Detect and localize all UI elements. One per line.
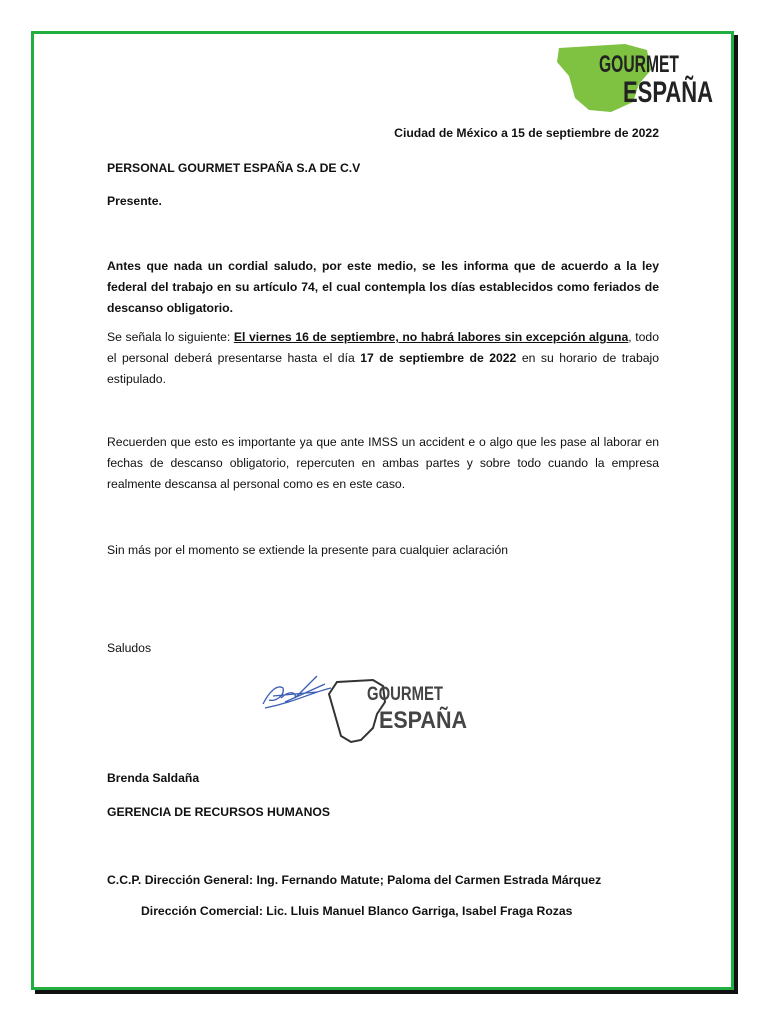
gourmet-espana-logo — [555, 40, 746, 118]
logo-line1: GOURMET — [599, 51, 680, 78]
salutation-presente: Presente. — [107, 194, 162, 208]
notice-rest-a: , todo el personal deberá presentarse hasta el día — [107, 330, 659, 365]
notice-highlight: El viernes 16 de septiembre, no habrá labores sin excepción alguna — [233, 330, 629, 344]
paragraph-intro-text: Antes que nada un cordial saludo, por este medio, se les informa que de acuerdo a la ley federal del trabajo en su artículo 74, el cual contempla los días establecidos como feriados de descanso obligatorio. — [107, 259, 659, 315]
logo-line2: ESPAÑA — [623, 76, 746, 109]
notice-bold-date: 17 de septiembre de 2022 — [360, 351, 517, 365]
signature-and-stamp — [255, 662, 478, 746]
stamp-line2: ESPAÑA — [379, 707, 478, 734]
notice-intro: Se señala lo siguiente: — [107, 330, 234, 344]
closing-line: Sin más por el momento se extiende la presente para cualquier aclaración — [107, 543, 509, 557]
saludos: Saludos — [107, 641, 152, 655]
notice-rest-b: en su horario de trabajo estipulado. — [107, 351, 659, 386]
paragraph-intro — [107, 256, 659, 319]
handwritten-signature — [263, 676, 331, 708]
signer-name: Brenda Saldaña — [107, 771, 200, 785]
recipient: PERSONAL GOURMET ESPAÑA S.A DE C.V — [107, 161, 361, 175]
paragraph-reminder: Recuerden que esto es importante ya que ante IMSS un accident e o algo que les pase al laborar en fechas de descanso obligatorio, repercuten en ambas partes y sobre todo cuando la empresa realmente descansa al personal como es en este caso. — [107, 435, 659, 491]
signer-title: GERENCIA DE RECURSOS HUMANOS — [107, 805, 331, 819]
paragraph-notice — [107, 327, 659, 390]
stamp-line1: GOURMET — [367, 684, 444, 705]
date-line: Ciudad de México a 15 de septiembre de 2022 — [394, 126, 659, 140]
ccp-line-2: Dirección Comercial: Lic. Lluis Manuel Blanco Garriga, Isabel Fraga Rozas — [141, 904, 573, 918]
ccp-line-1: C.C.P. Dirección General: Ing. Fernando Matute; Paloma del Carmen Estrada Márquez — [107, 873, 602, 887]
